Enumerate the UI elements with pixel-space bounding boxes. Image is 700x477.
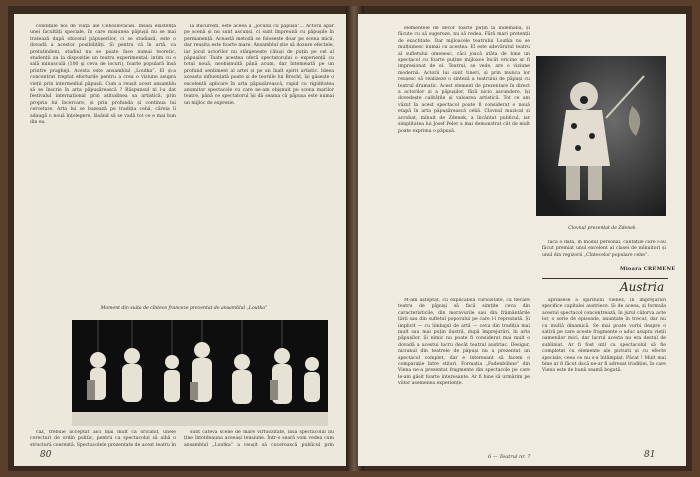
- book-spread: [8, 6, 692, 471]
- right-col-2-tail: [542, 240, 666, 264]
- left-col-3-text: caz, trebuie acceptat aici mai mult ca oricând, unele corecturi de ordin politic, pentru ca spectacolul să aibă o structură coerentă. Spectacolele prezentate de acest teatru în: [30, 430, 176, 448]
- right-col-1: [398, 26, 530, 256]
- section-rule: [542, 278, 668, 279]
- right-col-1-text: elementele de decor foarte puțin la îndemână, și făcute cu să sugereze, nu să redea. Fără mari pretenții de exactitate. Dar mijloacele teatrului Loutka nu se mulțumesc numai cu acestea. El este adevăratul teatru al sufletului omenesc, căci joacă atâta de bine un spectacol cu foarte puține mijloace încât oricine ar fi impresionat de el. Teatrul, se vede, are o viziune modernă. Actorii lui sunt tineri, și prin munca lor reușesc să realizeze o sinteză a teatrului de păpuși cu teatrul dramatic. Acest element de prezentare în direct a actorilor și a păpușilor, fără nicio ascundere, își dovedește calitățile și valoarea artistică. Tot ce am văzut în acest spectacol poate fi considerat o nouă etapă în arta păpușărească cehă. Clovnul muzical și acrobat, mînuit de Zdenek, a încântat publicul, iar simplitatea lui Josef Peler a mai demonstrat cât de mult poate exprima o păpușă.: [398, 26, 530, 134]
- right-col-2-tail-text: lucă o dată, în modul personal, calitățile care l-au făcut premiat unul excelent al clasei de mînuitori și unul din regizorii „Cîntecelor populare cehe”.: [542, 240, 666, 258]
- puppet-show-illustration: [72, 320, 328, 426]
- left-col-2: [184, 24, 334, 296]
- puppet-show-photo: [72, 320, 328, 426]
- photo-caption-left: Moment din suita de cîntece franceze prezentat de ansamblul „Loutka”: [100, 306, 268, 311]
- page-number-left: 80: [40, 450, 52, 460]
- clown-photo: [536, 56, 666, 216]
- section-title-austria: Austria: [620, 280, 665, 294]
- footer-issue: 6 — Teatrul nr. 7: [488, 454, 531, 460]
- clown-caption: Clovnul prezentat de Zdenek: [568, 226, 636, 231]
- author-signature: Mioara CREMENE: [620, 266, 676, 272]
- left-col-4-text: sunt câteva scene de mare virtuozitate, însă spectacolul nu ține întotdeauna aceeași tensiune. Într-o seară vom vedea cum ansamblul „Loutka” a reușit să cucerească publicul prin: [184, 430, 334, 448]
- left-col-2-text: la București, este aceea a „jocului cu păpușa”... Actorii apar pe scenă și nu sunt ascunși, ci sunt împreună cu păpușile în permanență. Această metodă se folosește doar pe scena mică, dar reușita este foarte mare. Ansamblul știe să dozeze efectele, iar jocul actorilor nu stânjenește câtuși de puțin pe cel al păpușilor. Toate acestea oferă spectatorului o experiență cu totul nouă, neobișnuită până acum, dar întemeiată pe un profund sentiment al artei și pe un înalt spirit artistic. Ideea aceasta influențată poate și de teoriile lui Brecht, își găsește o excelentă aplicare în arta păpușărească, rapid cu rigiditatea anumitor spectacole cu care ne-am obișnuit pe scena marilor teatre, până ce spectatorul își dă seama că păpușa este numai un mijloc de expresie.: [184, 24, 334, 106]
- clown-puppet-illustration: [536, 56, 666, 216]
- left-col-1-text: condițiile noi de viață ale Cehoslovaciei. Însăși existența unei facultăți speciale, în care misiunea păpușii nu se mai tratează după obiceiul păpușerilor, ci se studiază, este o dovadă a acestor posibilități. Și pentru că în artă, ca pretutindeni, studiul nu se poate face numai teoretic, studenții au la dispoziție un teatru experimental, intim cu o sală minusculă (100 şi ceva de locuri), foarte populară însă printre pragheji. Acesta este ansamblul „Loutka”. El și-a concentrat treptat eforturile pentru a crea o viziune asupra vieții prin intermediul păpușii. Cum a reușit acest ansamblu să se înscrie în arta păpușărească ? Răspunsul ni l-a dat festivalul internațional prin atitudinea sa artistică, prin propria lui încercare, și prin profunda și continua lui cercetare. Arta lui se bazează pe tradiția cehă, căreia îi adaugă o nouă înțelegere, lăsând să se vadă tot ce e mai bun din ea.: [30, 24, 176, 126]
- left-col-1: [30, 24, 176, 296]
- left-page: [14, 14, 352, 466]
- left-col-3: [30, 430, 176, 448]
- right-col-3: [398, 298, 530, 448]
- page-number-right: 81: [644, 450, 656, 460]
- right-col-4-text: aprinsese a spiritului vienez, în împrejurări specifice capitalei austriece. Și de aceea, și formula acestui spectacol concentrează, în jurul câtorva acte lor, o serie de episoade, anunțate în trecut, dar nu cu multă dinamică. Se mai poate vorbi despre o satiră pe care aceste fragmente o aduc asupra vieții oamenilor mici, dar lucrul acesta nu era destul de subliniat. Ar fi fost util ca spectacolul să fie completat cu elemente ale picturii și cu efecte speciale, ceea ce nu s-a întâmplat. Păcat ! Mult mai bine ar fi făcut dacă ne-ar fi adresat tradiției, în care Viena este de bună seamă bogată.: [542, 298, 666, 374]
- right-col-3-text: M-am așteptat, cu explicabilă curiozitate, ca fiecare teatru de păpuși să facă simțite ceva din caracteristicile, din moravurile sau din frământările țării sau din sufletul poporului pe care l-l reprezintă. Și implicit — cu limbajul de artă — ceva din tradiția mai mult sau mai puțin ilustră, după împrejurări, în arta păpușilor. Și nimic nu poate fi considerat mai mult o dovadă a acestui lucru decât teatrul austriac. Desigur, niciunul din teatrele de păpuși nu a prezentat un spectacol complet, dar e interesant să facem o comparație între stiluri. Formația „Fadenbühne” din Viena ne-a prezentat fragmente din spectacole pe care le-am găsit foarte interesante. Ar fi bine să urmărim pe viitor asemenea experiențe.: [398, 298, 530, 387]
- left-col-4: [184, 430, 334, 448]
- right-col-4: [542, 298, 666, 448]
- right-page: [358, 14, 686, 466]
